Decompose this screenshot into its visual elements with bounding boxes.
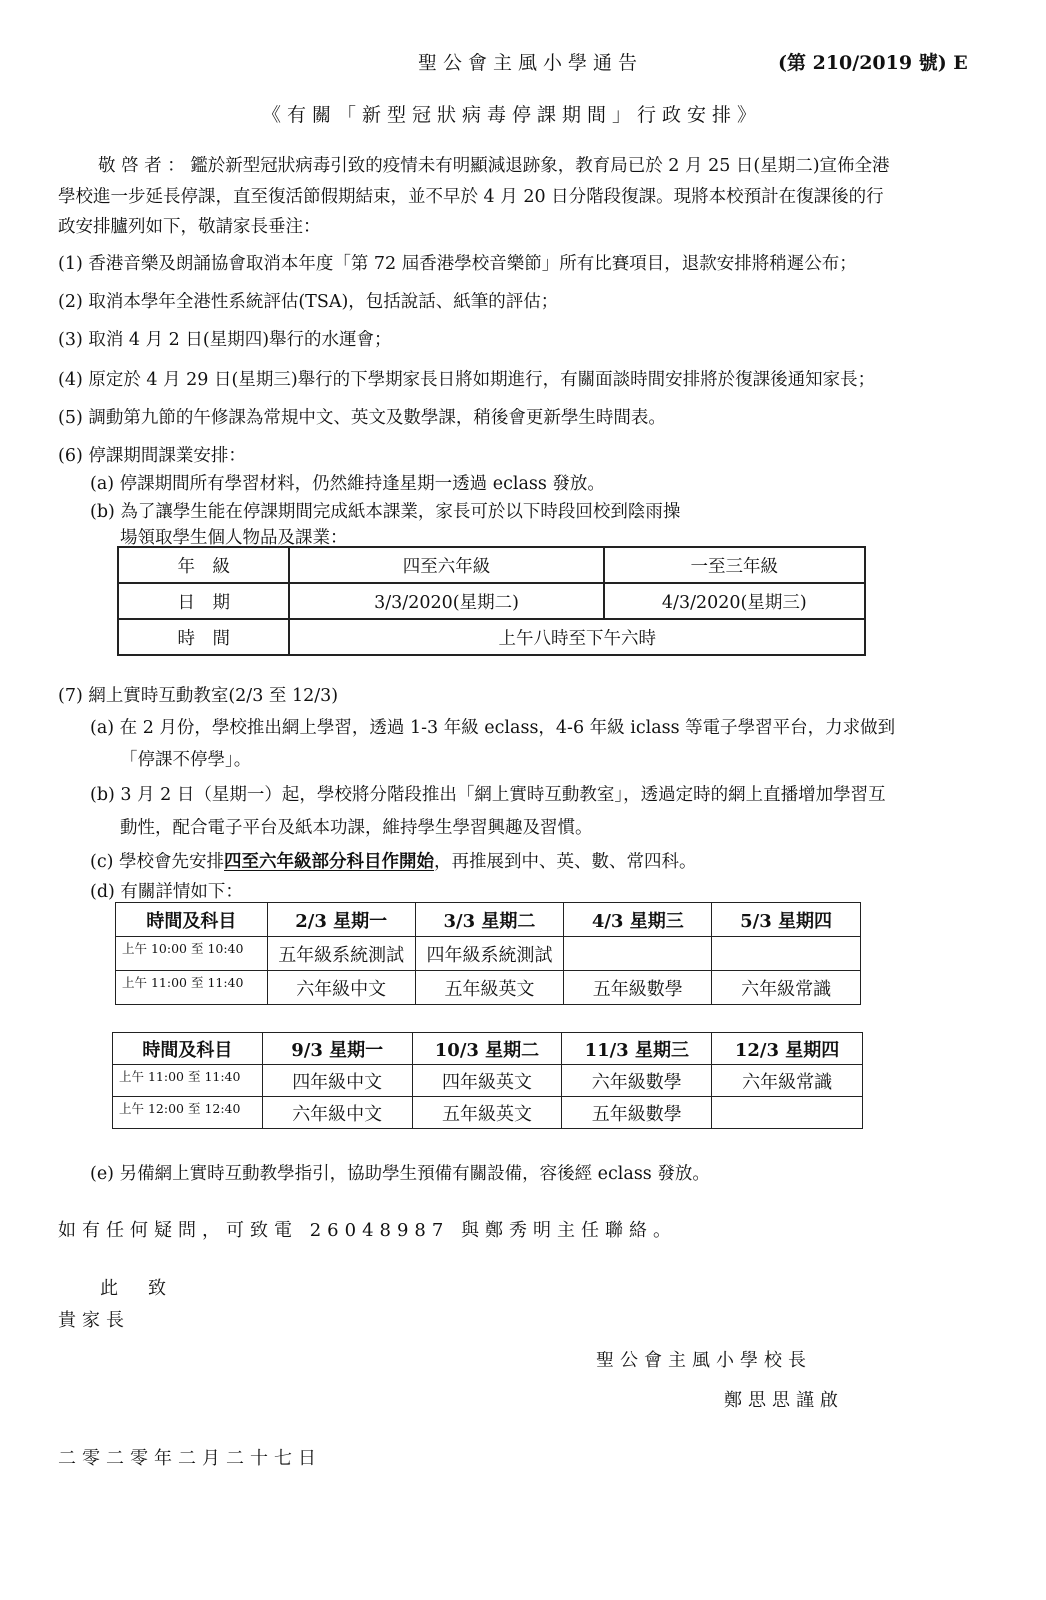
time-cell: 上午 11:00 至 11:40 xyxy=(116,971,268,1005)
item-6b-line-2: 場領取學生個人物品及課業： xyxy=(120,528,348,548)
table-header-cell: 時間及科目 xyxy=(113,1033,263,1065)
table-row xyxy=(118,619,865,655)
table-header-cell: 10/3 星期二 xyxy=(412,1033,562,1065)
table-cell xyxy=(712,1097,863,1129)
table-cell: 五年級英文 xyxy=(412,1097,562,1129)
time-cell: 上午 11:00 至 11:40 xyxy=(113,1065,263,1097)
table-cell xyxy=(712,937,861,971)
table-header-cell: 時間及科目 xyxy=(116,903,268,937)
intro-line-3: 政安排臚列如下，敬請家長垂注： xyxy=(58,217,321,237)
table-cell: 五年級數學 xyxy=(564,971,712,1005)
table-header-cell: 11/3 星期三 xyxy=(562,1033,712,1065)
table-cell: 四年級系統測試 xyxy=(415,937,564,971)
table-cell: 五年級系統測試 xyxy=(267,937,415,971)
notice-title: 《有關「新型冠狀病毒停課期間」行政安排》 xyxy=(262,104,763,126)
item-6: (6) 停課期間課業安排： xyxy=(58,446,246,466)
item-7c-text-end: ，再推展到中、英、數、常四科。 xyxy=(434,852,697,872)
time-cell: 上午 10:00 至 10:40 xyxy=(116,937,268,971)
time-cell: 上午 12:00 至 12:40 xyxy=(113,1097,263,1129)
item-4: (4) 原定於 4 月 29 日(星期三)舉行的下學期家長日將如期進行，有關面談時間安排將於復課後通知家長； xyxy=(58,370,876,390)
table-cell: 四年級英文 xyxy=(412,1065,562,1097)
table-cell: 五年級英文 xyxy=(415,971,564,1005)
table-header-cell: 4/3 星期三 xyxy=(564,903,712,937)
item-7a-line-1: (a) 在 2 月份，學校推出網上學習，透過 1-3 年級 eclass，4-6 年級 iclass 等電子學習平台，力求做到 xyxy=(90,718,896,738)
item-3: (3) 取消 4 月 2 日(星期四)舉行的水運會； xyxy=(58,330,392,350)
item-7c-text: (c) 學校會先安排 xyxy=(90,852,225,872)
table-header-cell: 12/3 星期四 xyxy=(712,1033,863,1065)
pickup-table xyxy=(117,546,866,656)
notice-date: 二零二零年二月二十七日 xyxy=(58,1448,322,1469)
table-cell xyxy=(564,937,712,971)
table-cell: 六年級常識 xyxy=(712,1065,863,1097)
enquiry-line: 如有任何疑問，可致電 26048987 與鄭秀明主任聯絡。 xyxy=(58,1220,678,1241)
table-header-row xyxy=(116,903,861,937)
table-row xyxy=(113,1065,863,1097)
item-7d: (d) 有關詳情如下： xyxy=(90,882,243,902)
table-header-cell: 3/3 星期二 xyxy=(415,903,564,937)
item-7c-underlined: 四至六年級部分科目作開始 xyxy=(224,852,435,872)
table-header-cell: 5/3 星期四 xyxy=(712,903,861,937)
table-cell: 四年級中文 xyxy=(262,1065,412,1097)
table-cell: 六年級中文 xyxy=(267,971,415,1005)
schedule-table-1 xyxy=(115,902,861,1005)
table-cell: 上午八時至下午六時 xyxy=(289,619,865,655)
item-5: (5) 調動第九節的午修課為常規中文、英文及數學課，稍後會更新學生時間表。 xyxy=(58,408,666,428)
item-7b-line-2: 動性，配合電子平台及紙本功課，維持學生學習興趣及習慣。 xyxy=(120,818,593,838)
item-1: (1) 香港音樂及朗誦協會取消本年度「第 72 屆香港學校音樂節」所有比賽項目，退款安排將稍遲公布； xyxy=(58,254,857,274)
table-cell: 日 期 xyxy=(118,583,289,619)
intro-line-1: 敬 啓 者 ： 鑑於新型冠狀病毒引致的疫情未有明顯減退跡象，教育局已於 2 月 25 日(星期二)宣佈全港 xyxy=(98,156,890,176)
table-cell: 六年級數學 xyxy=(562,1065,712,1097)
table-cell: 四至六年級 xyxy=(289,547,603,583)
table-row xyxy=(118,547,865,583)
salutation-2: 貴家長 xyxy=(58,1310,130,1331)
table-header-cell: 2/3 星期一 xyxy=(267,903,415,937)
table-cell: 時 間 xyxy=(118,619,289,655)
item-7e: (e) 另備網上實時互動教學指引，協助學生預備有關設備，容後經 eclass 發放。 xyxy=(90,1164,710,1184)
table-header-cell: 9/3 星期一 xyxy=(262,1033,412,1065)
item-7: (7) 網上實時互動教室(2/3 至 12/3) xyxy=(58,686,339,706)
item-6b-line-1: (b) 為了讓學生能在停課期間完成紙本課業，家長可於以下時段回校到陰雨操 xyxy=(90,502,681,522)
table-cell: 年 級 xyxy=(118,547,289,583)
table-row xyxy=(116,937,861,971)
notice-number: (第 210/2019 號) E xyxy=(778,52,968,74)
schedule-table-2 xyxy=(112,1032,863,1129)
table-cell: 六年級常識 xyxy=(712,971,861,1005)
item-2: (2) 取消本學年全港性系統評估(TSA)，包括說話、紙筆的評估； xyxy=(58,292,559,312)
salutation-1: 此 致 xyxy=(100,1278,172,1299)
table-row xyxy=(118,583,865,619)
table-row xyxy=(116,971,861,1005)
table-cell: 3/3/2020(星期二) xyxy=(289,583,603,619)
item-7b-line-1: (b) 3 月 2 日（星期一）起，學校將分階段推出「網上實時互動教室」，透過定時的網上直播增加學習互 xyxy=(90,785,886,805)
item-7c xyxy=(90,848,697,873)
principal-title: 聖公會主風小學校長 xyxy=(596,1350,812,1371)
table-row xyxy=(113,1097,863,1129)
school-notice-heading: 聖公會主風小學通告 xyxy=(418,52,644,74)
table-cell: 五年級數學 xyxy=(562,1097,712,1129)
table-cell: 4/3/2020(星期三) xyxy=(604,583,865,619)
table-cell: 一至三年級 xyxy=(604,547,865,583)
intro-line-2: 學校進一步延長停課，直至復活節假期結束，並不早於 4 月 20 日分階段復課。現將本校預計在復課後的行 xyxy=(58,187,884,207)
item-7a-line-2: 「停課不停學」。 xyxy=(120,750,252,770)
signer-name: 鄭思思謹啟 xyxy=(724,1390,844,1411)
table-cell: 六年級中文 xyxy=(262,1097,412,1129)
item-6a: (a) 停課期間所有學習材料，仍然維持逢星期一透過 eclass 發放。 xyxy=(90,474,605,494)
table-header-row xyxy=(113,1033,863,1065)
